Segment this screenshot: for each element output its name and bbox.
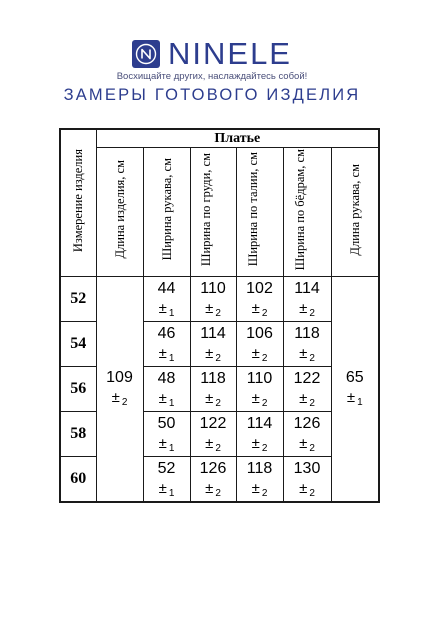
sleeve-width-cell: 52 ± $_1$: [143, 457, 190, 503]
column-header: Длина изделия, см: [96, 148, 143, 277]
column-header: Ширина по бёдрам, см: [283, 148, 331, 277]
sleeve-width-cell: 44 ± $_1$: [143, 277, 190, 322]
waist-cell: 114 ± $_2$: [236, 412, 283, 457]
sleeve-width-cell: 50 ± $_1$: [143, 412, 190, 457]
hips-cell: 118 ± $_2$: [283, 322, 331, 367]
length-cell: 109 ± $_2$: [96, 277, 143, 503]
sleeve-width-cell: 48 ± $_1$: [143, 367, 190, 412]
waist-cell: 102 ± $_2$: [236, 277, 283, 322]
sleeve-length-cell: 65 ± $_1$: [331, 277, 379, 503]
size-label: 56: [60, 367, 96, 412]
size-label: 52: [60, 277, 96, 322]
row-header-cell: [60, 129, 96, 277]
size-table: [59, 128, 380, 503]
waist-cell: 118 ± $_2$: [236, 457, 283, 503]
size-label: 54: [60, 322, 96, 367]
page-title: ЗАМЕРЫ ГОТОВОГО ИЗДЕЛИЯ: [63, 86, 361, 104]
chest-cell: 118 ± $_2$: [190, 367, 236, 412]
size-label: 60: [60, 457, 96, 503]
waist-cell: 110 ± $_2$: [236, 367, 283, 412]
brand-tagline: Восхищайте других, наслаждайтесь собой!: [116, 71, 308, 82]
hips-cell: 130 ± $_2$: [283, 457, 331, 503]
chest-cell: 126 ± $_2$: [190, 457, 236, 503]
hips-cell: 122 ± $_2$: [283, 367, 331, 412]
group-header: Платье: [96, 129, 379, 148]
chest-cell: 122 ± $_2$: [190, 412, 236, 457]
sleeve-width-cell: 46 ± $_1$: [143, 322, 190, 367]
hips-cell: 114 ± $_2$: [283, 277, 331, 322]
column-header: Ширина по талии, см: [236, 148, 283, 277]
row-header: Измерение изделия: [71, 148, 86, 253]
brand-name: NINELE: [168, 36, 292, 71]
chest-cell: 114 ± $_2$: [190, 322, 236, 367]
hips-cell: 126 ± $_2$: [283, 412, 331, 457]
chest-cell: 110 ± $_2$: [190, 277, 236, 322]
brand-logo: [0, 36, 424, 72]
waist-cell: 106 ± $_2$: [236, 322, 283, 367]
column-header: Ширина рукава, см: [143, 148, 190, 277]
size-label: 58: [60, 412, 96, 457]
column-header: Ширина по груди, см: [190, 148, 236, 277]
n-monogram-icon: [132, 40, 160, 68]
column-header: Длина рукава, см: [331, 148, 379, 277]
